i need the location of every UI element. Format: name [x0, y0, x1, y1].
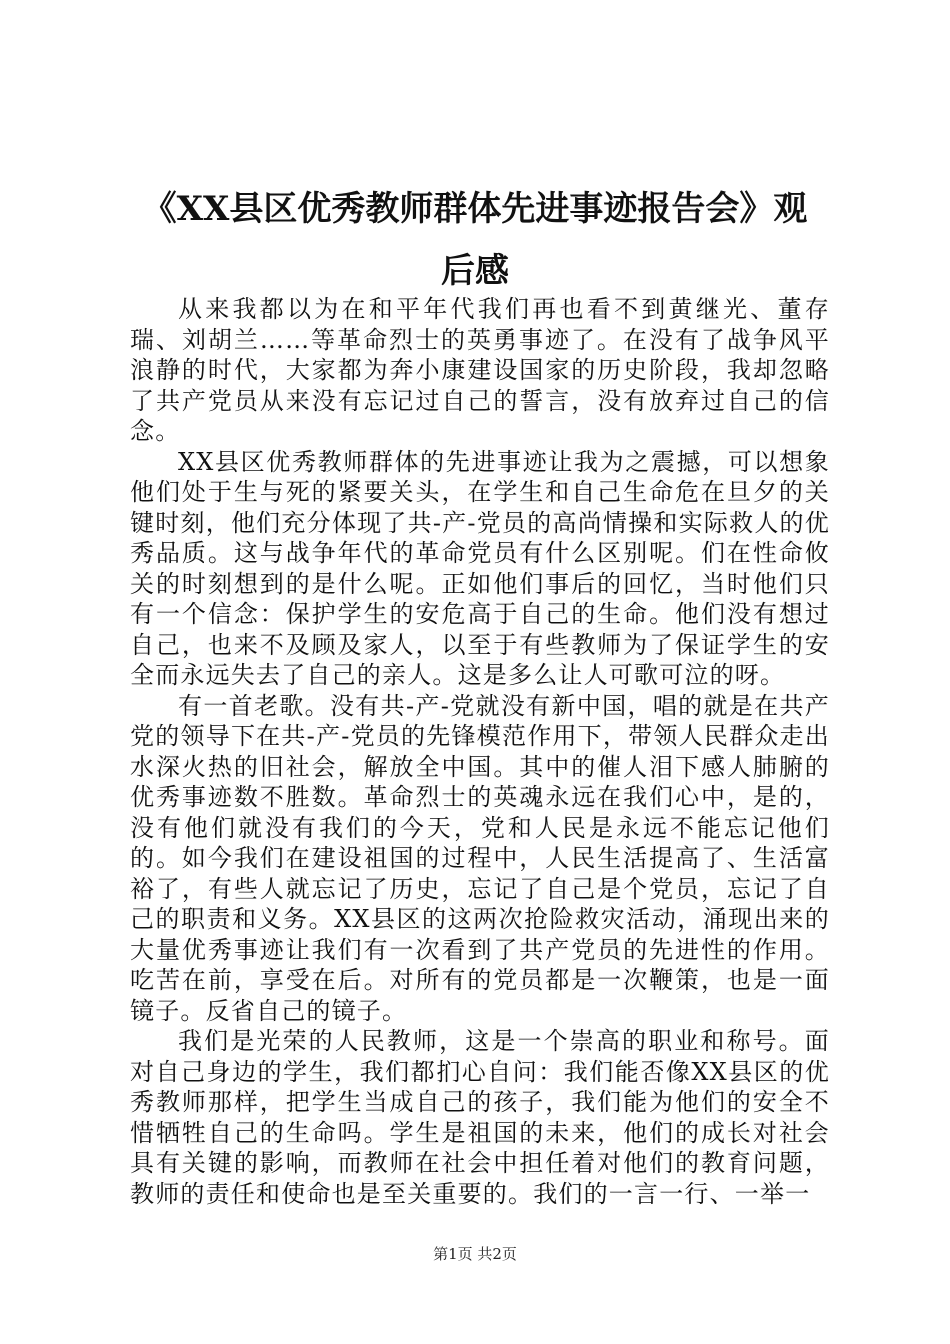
paragraph-1: 从来我都以为在和平年代我们再也看不到黄继光、董存瑞、刘胡兰……等革命烈士的英勇事迹了。在没有了战争风平浪静的时代，大家都为奔小康建设国家的历史阶段，我却忽略了共产党员从来没有忘记过自己的誓言，没有放弃过自己的信念。: [130, 295, 830, 445]
page-footer: 第1页 共2页: [433, 1245, 517, 1263]
title-line-2: 后感: [441, 251, 509, 291]
paragraph-4: 我们是光荣的人民教师，这是一个崇高的职业和称号。面对自己身边的学生，我们都扪心自问：我们能否像XX县区的优秀教师那样，把学生当成自己的孩子，我们能为他们的安全不惜牺牲自己的生命吗。学生是祖国的未来，他们的成长对社会具有关键的影响，而教师在社会中担任着对他们的教育问题，教师的责任和使命也是至关重要的。我们的一言一行、一举一: [130, 1027, 830, 1208]
title-line-1: 《XX县区优秀教师群体先进事迹报告会》观: [142, 189, 808, 229]
document-title: [120, 178, 830, 302]
paragraph-3: 有一首老歌。没有共-产-党就没有新中国，唱的就是在共产党的领导下在共-产-党员的先锋模范作用下，带领人民群众走出水深火热的旧社会，解放全中国。其中的催人泪下感人肺腑的优秀事迹数不胜数。革命烈士的英魂永远在我们心中，是的，没有他们就没有我们的今天，党和人民是永远不能忘记他们的。如今我们在建设祖国的过程中，人民生活提高了、生活富裕了，有些人就忘记了历史，忘记了自己是个党员，忘记了自己的职责和义务。XX县区的这两次抢险救灾活动，涌现出来的大量优秀事迹让我们有一次看到了共产党员的先进性的作用。吃苦在前，享受在后。对所有的党员都是一次鞭策，也是一面镜子。反省自己的镜子。: [130, 691, 830, 1025]
paragraph-2: XX县区优秀教师群体的先进事迹让我为之震撼，可以想象他们处于生与死的紧要关头，在学生和自己生命危在旦夕的关键时刻，他们充分体现了共-产-党员的高尚情操和实际救人的优秀品质。这与战争年代的革命党员有什么区别呢。们在性命攸关的时刻想到的是什么呢。正如他们事后的回忆，当时他们只有一个信念：保护学生的安危高于自己的生命。他们没有想过自己，也来不及顾及家人，以至于有些教师为了保证学生的安全而永远失去了自己的亲人。这是多么让人可歌可泣的呀。: [130, 447, 830, 689]
document-body: [130, 294, 830, 1208]
